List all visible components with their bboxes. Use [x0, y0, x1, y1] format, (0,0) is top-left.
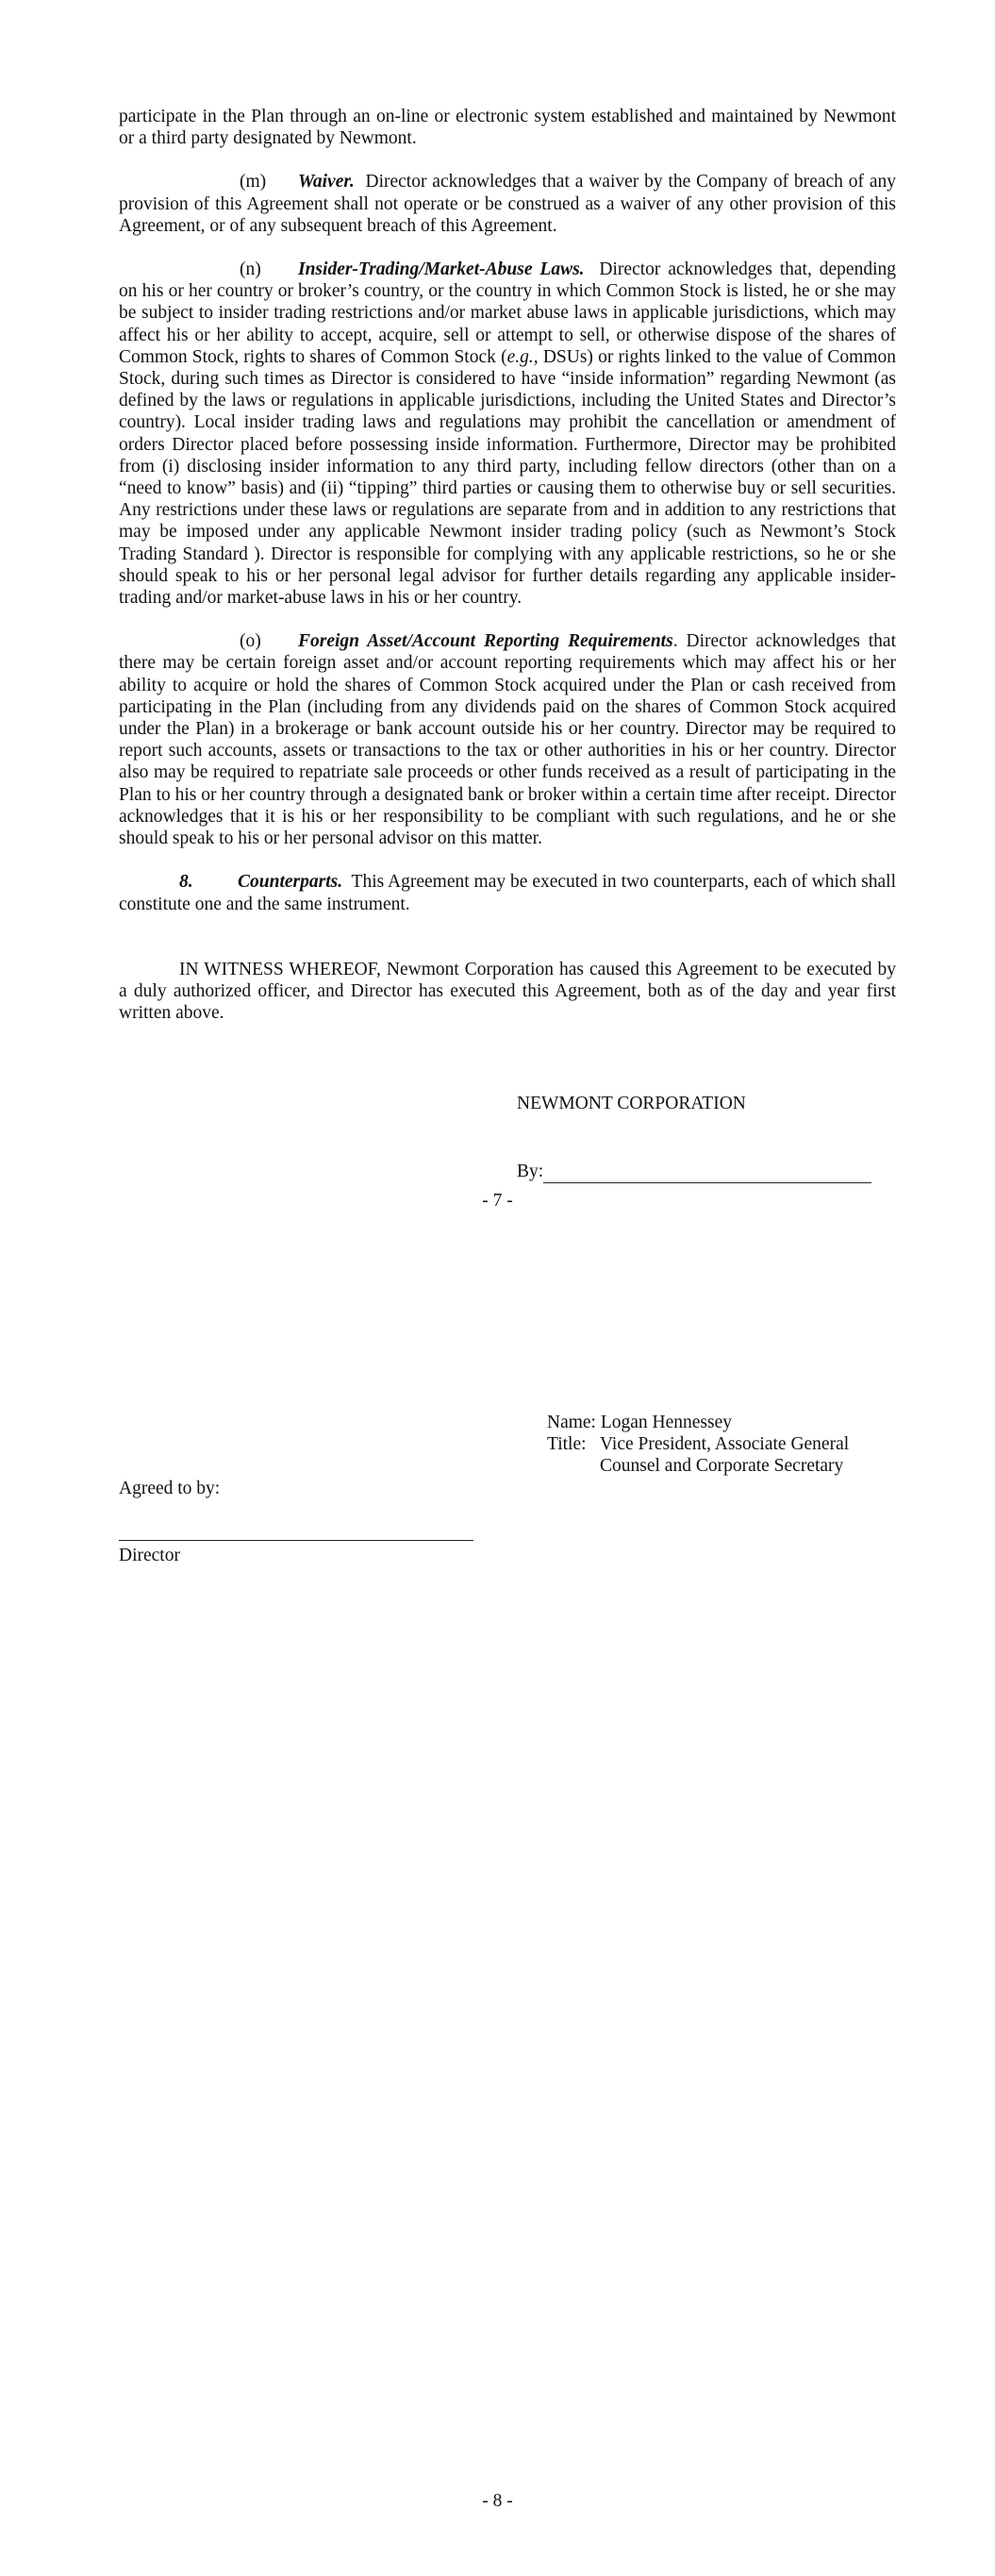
- signature-by-line: [517, 1161, 871, 1183]
- by-label: By:: [517, 1162, 544, 1181]
- company-name: NEWMONT CORPORATION: [517, 1094, 746, 1113]
- section-n-text-b: , DSUs) or rights linked to the value of Common Stock, during such times as Director is considered to have “inside information” regarding Newmont (as defined by the laws or regulations in applicable jurisdictions, including the United States and Director’s country). Local insider trading laws and regulations may prohibit the cancellation or amendment of orders Director placed before possessing inside information. Furthermore, Director may be prohibited from (i) disclosing insider information to any third party, including fellow directors (other than on a “need to know” basis) and (ii) “tipping” third parties or causing them to otherwise buy or sell securities. Any restrictions under these laws or regulations are separate from and in addition to any restrictions that may be imposed under any applicable Newmont insider trading policy (such as Newmont’s Stock Trading Standard ). Director is responsible for complying with any applicable restrictions, so he or she should speak to his or her personal legal advisor for further details regarding any applicable insider-trading and/or market-abuse laws in his or her country.: [119, 346, 896, 609]
- page-number-7: - 7 -: [482, 1191, 513, 1211]
- section-n-eg: e.g.: [506, 346, 534, 367]
- witness-paragraph: IN WITNESS WHEREOF, Newmont Corporation has caused this Agreement to be executed by a duly authorized officer, and Director has executed this Agreement, both as of the day and year first written above.: [119, 959, 896, 1024]
- page-7-body: [119, 106, 896, 1024]
- section-m-paragraph: [119, 171, 896, 237]
- director-label: Director: [119, 1546, 180, 1565]
- section-n-marker: (n): [240, 259, 261, 280]
- signatory-title-line-2: Counsel and Corporate Secretary: [600, 1456, 844, 1476]
- section-o-text: . Director acknowledges that there may be certain foreign asset and/or account reporting requirements which may affect his or her ability to acquire or hold the shares of Common Stock acquired under the Plan or cash received from participating in the Plan (including from any dividends paid on the shares of Common Stock acquired under the Plan) in a brokerage or bank account outside his or her country. Director may be required to report such accounts, assets or transactions to the tax or other authorities in his or her country. Director also may be required to repatriate sale proceeds or other funds received as a result of participating in the Plan to his or her country through a designated bank or broker within a certain time after receipt. Director acknowledges that it is his or her responsibility to be compliant with such regulations, and he or she should speak to his or her personal advisor on this matter.: [119, 631, 896, 849]
- section-8-heading: Counterparts.: [238, 872, 343, 893]
- section-m-marker: (m): [240, 172, 267, 192]
- signatory-title-label: Title:: [547, 1434, 587, 1454]
- section-n-heading: Insider-Trading/Market-Abuse Laws.: [298, 259, 585, 280]
- page-number-8: - 8 -: [482, 2491, 513, 2511]
- signatory-title-line-1: Vice President, Associate General: [600, 1434, 850, 1454]
- section-8-paragraph: [119, 871, 896, 914]
- signatory-name: Name: Logan Hennessey: [547, 1413, 733, 1432]
- signature-line: [543, 1161, 871, 1183]
- section-o-marker: (o): [240, 631, 261, 652]
- section-m-text: Director acknowledges that a waiver by the Company of breach of any provision of this Agreement shall not operate or be construed as a waiver of any other provision of this Agreement, or of any subsequent breach of this Agreement.: [119, 172, 896, 236]
- section-8-text: This Agreement may be executed in two counterparts, each of which shall constitute one and the same instrument.: [119, 872, 896, 914]
- director-signature-line: [119, 1540, 473, 1541]
- continuation-paragraph: participate in the Plan through an on-line or electronic system established and maintained by Newmont or a third party designated by Newmont.: [119, 107, 896, 149]
- section-n-text-a: Director acknowledges that, depending on his or her country or broker’s country, or the country in which Common Stock is listed, he or she may be subject to insider trading restrictions and/or market abuse laws in applicable jurisdictions, which may affect his or her ability to accept, acquire, sell or attempt to sell, or otherwise dispose of the shares of Common Stock, rights to shares of Common Stock (: [119, 259, 896, 367]
- section-n-paragraph: [119, 259, 896, 609]
- agreed-to-by-label: Agreed to by:: [119, 1479, 221, 1498]
- section-o-paragraph: [119, 630, 896, 849]
- section-8-number: 8.: [179, 872, 193, 893]
- section-m-heading: Waiver.: [298, 172, 355, 192]
- section-o-heading: Foreign Asset/Account Reporting Requirements: [298, 631, 673, 652]
